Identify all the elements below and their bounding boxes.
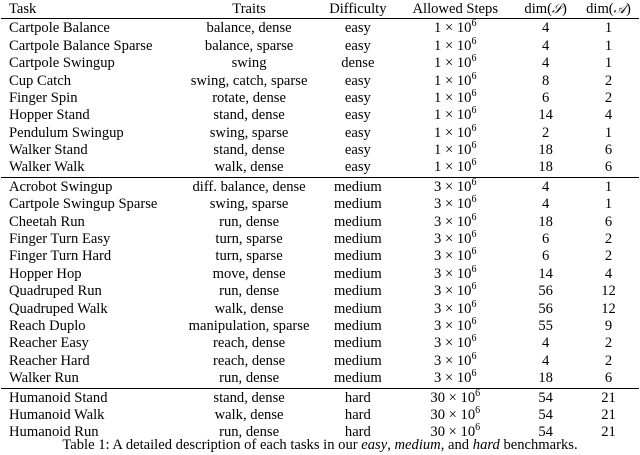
- times-sign: × 10: [441, 107, 472, 124]
- difficulty-cell: medium: [333, 213, 382, 230]
- dim-a-cell: 1: [578, 177, 639, 196]
- dim-a-cell: 1: [604, 37, 613, 54]
- table-row: [1, 248, 639, 265]
- caption-hard: hard: [472, 437, 500, 453]
- difficulty-cell: easy: [344, 89, 371, 106]
- header-dim-s: dim(𝒮): [513, 0, 578, 19]
- dim-s-cell: 2: [542, 124, 550, 141]
- allowed-steps-cell: [397, 263, 513, 283]
- steps-coefficient: 1: [434, 37, 442, 54]
- table-row: [1, 159, 639, 177]
- times-sign: × 10: [441, 370, 472, 387]
- dim-a-cell: 1: [604, 20, 613, 37]
- traits-cell: balance, sparse: [204, 37, 294, 54]
- steps-coefficient: 3: [434, 196, 442, 213]
- allowed-steps-cell: [397, 283, 513, 300]
- task-cell: Walker Run: [9, 370, 79, 387]
- steps-coefficient: 3: [434, 248, 442, 265]
- dim-s-cell: 18: [538, 213, 553, 230]
- steps-coefficient: 30: [430, 389, 445, 406]
- task-cell: Cartpole Balance: [9, 20, 110, 37]
- steps-exponent: 6: [471, 18, 477, 30]
- dim-s-cell: 14: [538, 107, 553, 124]
- table-caption: [0, 437, 640, 454]
- steps-exponent: 6: [471, 157, 477, 169]
- caption-suffix: benchmarks.: [499, 437, 578, 453]
- dim-s-cell: 54: [538, 406, 553, 423]
- allowed-steps-cell: [397, 107, 513, 124]
- steps-exponent: 6: [471, 333, 477, 345]
- traits-cell: run, dense: [219, 370, 280, 387]
- steps-coefficient: 3: [434, 317, 442, 334]
- header-dim-a: dim(𝒜): [578, 0, 639, 19]
- group-medium: [1, 177, 639, 388]
- steps-coefficient: 1: [434, 142, 442, 159]
- dim-s-cell: 6: [542, 248, 550, 265]
- caption-sep-2: , and: [440, 437, 473, 453]
- traits-cell: walk, dense: [214, 159, 284, 176]
- dim-s-cell: 18: [538, 370, 553, 387]
- steps-coefficient: 1: [434, 107, 442, 124]
- steps-coefficient: 3: [434, 335, 442, 352]
- dim-s-cell: 56: [538, 300, 553, 317]
- task-cell: Humanoid Run: [9, 424, 99, 441]
- steps-exponent: 6: [471, 35, 477, 47]
- traits-cell: stand, dense: [213, 142, 285, 159]
- times-sign: × 10: [441, 72, 472, 89]
- dim-s-cell: 4: [542, 196, 550, 213]
- times-sign: × 10: [441, 20, 472, 37]
- steps-exponent: 6: [471, 368, 477, 380]
- steps-exponent: 6: [471, 53, 477, 65]
- allowed-steps-cell: [397, 177, 513, 196]
- header-row: [1, 0, 639, 19]
- table-row: [1, 142, 639, 159]
- table-row: [1, 301, 639, 318]
- steps-exponent: 6: [471, 211, 477, 223]
- traits-cell: move, dense: [212, 265, 286, 282]
- times-sign: × 10: [441, 352, 472, 369]
- steps-coefficient: 1: [434, 20, 442, 37]
- steps-exponent: 6: [471, 176, 477, 188]
- difficulty-cell: medium: [333, 317, 382, 334]
- allowed-steps-cell: [397, 142, 513, 159]
- difficulty-cell: medium: [319, 177, 398, 196]
- steps-coefficient: 3: [434, 265, 442, 282]
- difficulty-cell: medium: [333, 370, 382, 387]
- table-row: [1, 353, 639, 370]
- traits-cell: reach, dense: [213, 335, 286, 352]
- table-row: [1, 125, 639, 142]
- steps-coefficient: 1: [434, 55, 442, 72]
- dim-s-cell: 54: [513, 388, 578, 407]
- dim-a-cell: 21: [578, 388, 639, 407]
- dim-a-cell: 2: [604, 335, 613, 352]
- task-cell: Acrobot Swingup: [1, 177, 180, 196]
- difficulty-cell: hard: [344, 424, 371, 441]
- caption-easy: easy: [361, 437, 388, 453]
- task-cell: Cup Catch: [9, 72, 72, 89]
- traits-cell: manipulation, sparse: [188, 317, 310, 334]
- task-cell: Finger Turn Easy: [9, 231, 111, 248]
- steps-exponent: 6: [471, 246, 477, 258]
- steps-exponent: 6: [475, 404, 481, 416]
- table-row: [1, 318, 639, 335]
- table-row: [1, 231, 639, 248]
- dim-a-cell: 2: [604, 248, 613, 265]
- allowed-steps-cell: [397, 211, 513, 231]
- traits-cell: run, dense: [219, 283, 280, 300]
- dim-a-cell: 4: [604, 265, 613, 282]
- times-sign: × 10: [441, 178, 472, 195]
- dim-a-cell: 21: [601, 406, 616, 423]
- dim-a-cell: 12: [601, 300, 616, 317]
- task-cell: Reach Duplo: [9, 317, 86, 334]
- difficulty-cell: medium: [333, 231, 382, 248]
- traits-cell: swing, sparse: [209, 124, 289, 141]
- difficulty-cell: easy: [344, 124, 371, 141]
- times-sign: × 10: [441, 142, 472, 159]
- times-sign: × 10: [445, 406, 476, 423]
- task-cell: Cheetah Run: [9, 213, 85, 230]
- dim-s-cell: 54: [538, 424, 553, 441]
- steps-exponent: 6: [471, 263, 477, 275]
- group-hard: [1, 388, 639, 442]
- table-row: [1, 335, 639, 352]
- allowed-steps-cell: [397, 72, 513, 89]
- table-row: [1, 370, 639, 388]
- difficulty-cell: medium: [333, 335, 382, 352]
- table-row: [1, 214, 639, 231]
- task-cell: Humanoid Stand: [1, 388, 180, 407]
- dim-s-cell: 8: [542, 72, 550, 89]
- times-sign: × 10: [441, 335, 472, 352]
- allowed-steps-cell: [397, 196, 513, 213]
- steps-coefficient: 3: [434, 231, 442, 248]
- steps-exponent: 6: [471, 140, 477, 152]
- traits-cell: balance, dense: [206, 20, 292, 37]
- steps-exponent: 6: [475, 422, 481, 434]
- times-sign: × 10: [441, 300, 472, 317]
- traits-cell: swing: [231, 55, 267, 72]
- task-cell: Hopper Hop: [9, 265, 82, 282]
- allowed-steps-cell: [397, 315, 513, 335]
- allowed-steps-cell: [397, 35, 513, 55]
- task-cell: Reacher Hard: [9, 352, 90, 369]
- header-traits: Traits: [180, 0, 319, 19]
- traits-cell: walk, dense: [214, 300, 284, 317]
- table-row: [1, 72, 639, 89]
- table-row: [1, 177, 639, 196]
- allowed-steps-cell: [397, 335, 513, 352]
- dim-s-cell: 4: [542, 352, 550, 369]
- dim-a-cell: 1: [604, 124, 613, 141]
- traits-cell: reach, dense: [213, 352, 286, 369]
- allowed-steps-cell: [397, 404, 513, 424]
- times-sign: × 10: [441, 317, 472, 334]
- difficulty-cell: easy: [344, 142, 371, 159]
- steps-coefficient: 3: [434, 370, 442, 387]
- dim-s-cell: 6: [542, 89, 550, 106]
- table-row: [1, 266, 639, 283]
- steps-coefficient: 1: [434, 72, 442, 89]
- times-sign: × 10: [441, 37, 472, 54]
- dim-a-cell: 6: [604, 370, 613, 387]
- table-row: [1, 407, 639, 424]
- traits-cell: swing, catch, sparse: [190, 72, 308, 89]
- header-dim-s-symbol: 𝒮: [551, 2, 563, 17]
- header-dim-a-symbol: 𝒜: [613, 2, 626, 17]
- group-easy: [1, 19, 639, 178]
- times-sign: × 10: [441, 265, 472, 282]
- dim-s-cell: 18: [538, 142, 553, 159]
- steps-coefficient: 3: [434, 178, 442, 195]
- allowed-steps-cell: [397, 55, 513, 72]
- allowed-steps-cell: [397, 370, 513, 388]
- steps-coefficient: 1: [434, 159, 442, 176]
- allowed-steps-cell: [397, 231, 513, 248]
- traits-cell: run, dense: [219, 424, 280, 441]
- traits-cell: swing, sparse: [209, 196, 289, 213]
- dim-s-cell: 18: [538, 159, 553, 176]
- steps-exponent: 6: [471, 281, 477, 293]
- task-cell: Cartpole Swingup: [9, 55, 115, 72]
- steps-exponent: 6: [471, 194, 477, 206]
- dim-s-cell: 55: [538, 317, 553, 334]
- task-cell: Reacher Easy: [9, 335, 89, 352]
- caption-medium: medium: [394, 437, 441, 453]
- difficulty-cell: easy: [344, 72, 371, 89]
- difficulty-cell: medium: [333, 300, 382, 317]
- steps-coefficient: 3: [434, 300, 442, 317]
- steps-exponent: 6: [471, 70, 477, 82]
- allowed-steps-cell: [397, 122, 513, 142]
- allowed-steps-cell: [397, 248, 513, 265]
- difficulty-cell: hard: [319, 388, 398, 407]
- header-difficulty: Difficulty: [319, 0, 398, 19]
- times-sign: × 10: [445, 424, 476, 441]
- steps-exponent: 6: [471, 298, 477, 310]
- steps-exponent: 6: [471, 105, 477, 117]
- header-task: Task: [1, 0, 180, 19]
- difficulty-cell: easy: [344, 159, 371, 176]
- task-cell: Cartpole Balance Sparse: [9, 37, 153, 54]
- difficulty-cell: medium: [333, 248, 382, 265]
- dim-s-cell: 6: [542, 231, 550, 248]
- dim-s-cell: 4: [542, 335, 550, 352]
- allowed-steps-cell: [397, 19, 513, 38]
- dim-s-cell: 4: [542, 55, 550, 72]
- caption-prefix: Table 1: A detailed description of each tasks in our: [62, 437, 362, 453]
- header-dim-s-fn: dim: [524, 1, 548, 17]
- table-row: [1, 90, 639, 107]
- task-cell: Walker Walk: [9, 159, 85, 176]
- dim-a-cell: 6: [604, 142, 613, 159]
- steps-exponent: 6: [471, 122, 477, 134]
- times-sign: × 10: [441, 55, 472, 72]
- task-cell: Walker Stand: [9, 142, 88, 159]
- dim-s-cell: 4: [542, 37, 550, 54]
- difficulty-cell: dense: [341, 55, 375, 72]
- dim-a-cell: 6: [604, 213, 613, 230]
- dim-s-cell: 14: [538, 265, 553, 282]
- table-row: [1, 107, 639, 124]
- task-cell: Cartpole Swingup Sparse: [9, 196, 158, 213]
- task-cell: Finger Turn Hard: [9, 248, 112, 265]
- difficulty-cell: easy: [344, 37, 371, 54]
- table-row: [1, 55, 639, 72]
- dim-a-cell: 12: [601, 283, 616, 300]
- steps-exponent: 6: [471, 229, 477, 241]
- steps-exponent: 6: [475, 387, 481, 399]
- dim-a-cell: 2: [604, 231, 613, 248]
- difficulty-cell: easy: [344, 107, 371, 124]
- times-sign: × 10: [441, 124, 472, 141]
- dim-a-cell: 1: [604, 55, 613, 72]
- times-sign: × 10: [441, 231, 472, 248]
- task-cell: Finger Spin: [9, 89, 78, 106]
- steps-coefficient: 1: [434, 124, 442, 141]
- steps-coefficient: 30: [430, 406, 445, 423]
- difficulty-cell: hard: [344, 406, 371, 423]
- steps-exponent: 6: [471, 350, 477, 362]
- dim-s-cell: 4: [513, 177, 578, 196]
- dim-a-cell: 9: [604, 317, 613, 334]
- dim-s-cell: 56: [538, 283, 553, 300]
- benchmark-table: [1, 0, 639, 442]
- difficulty-cell: medium: [333, 352, 382, 369]
- dim-a-cell: 2: [604, 352, 613, 369]
- allowed-steps-cell: [397, 159, 513, 177]
- times-sign: × 10: [441, 248, 472, 265]
- dim-a-cell: 2: [604, 89, 613, 106]
- task-cell: Quadruped Run: [9, 283, 102, 300]
- allowed-steps-cell: [397, 298, 513, 318]
- steps-exponent: 6: [471, 87, 477, 99]
- task-cell: Hopper Stand: [9, 107, 90, 124]
- traits-cell: stand, dense: [180, 388, 319, 407]
- steps-coefficient: 3: [434, 352, 442, 369]
- table-row: [1, 38, 639, 55]
- traits-cell: turn, sparse: [215, 231, 283, 248]
- dim-a-cell: 6: [604, 159, 613, 176]
- header-allowed-steps: Allowed Steps: [397, 0, 513, 19]
- allowed-steps-cell: [397, 87, 513, 107]
- steps-coefficient: 3: [434, 283, 442, 300]
- dim-s-cell: 4: [542, 20, 550, 37]
- dim-a-cell: 4: [604, 107, 613, 124]
- steps-coefficient: 30: [430, 424, 445, 441]
- difficulty-cell: medium: [333, 265, 382, 282]
- allowed-steps-cell: [397, 350, 513, 370]
- table-row: [1, 388, 639, 407]
- times-sign: × 10: [441, 196, 472, 213]
- task-cell: Quadruped Walk: [9, 300, 108, 317]
- traits-cell: walk, dense: [214, 406, 284, 423]
- table-row: [1, 283, 639, 300]
- traits-cell: run, dense: [219, 213, 280, 230]
- table-row: [1, 196, 639, 213]
- times-sign: × 10: [445, 389, 476, 406]
- steps-coefficient: 3: [434, 213, 442, 230]
- difficulty-cell: medium: [333, 196, 382, 213]
- difficulty-cell: medium: [333, 283, 382, 300]
- header-dim-a-fn: dim: [586, 1, 609, 17]
- dim-a-cell: 21: [601, 424, 616, 441]
- caption-sep-1: ,: [387, 437, 395, 453]
- steps-coefficient: 1: [434, 89, 442, 106]
- allowed-steps-cell: [397, 388, 513, 407]
- table-row: [1, 19, 639, 38]
- traits-cell: rotate, dense: [212, 89, 286, 106]
- traits-cell: diff. balance, dense: [180, 177, 319, 196]
- traits-cell: turn, sparse: [215, 248, 283, 265]
- times-sign: × 10: [441, 159, 472, 176]
- times-sign: × 10: [441, 283, 472, 300]
- table-header: [1, 0, 639, 19]
- traits-cell: stand, dense: [213, 107, 285, 124]
- dim-a-cell: 1: [604, 196, 613, 213]
- task-cell: Pendulum Swingup: [9, 124, 124, 141]
- steps-exponent: 6: [471, 315, 477, 327]
- difficulty-cell: easy: [344, 20, 371, 37]
- times-sign: × 10: [441, 89, 472, 106]
- dim-a-cell: 2: [604, 72, 613, 89]
- task-cell: Humanoid Walk: [9, 406, 105, 423]
- times-sign: × 10: [441, 213, 472, 230]
